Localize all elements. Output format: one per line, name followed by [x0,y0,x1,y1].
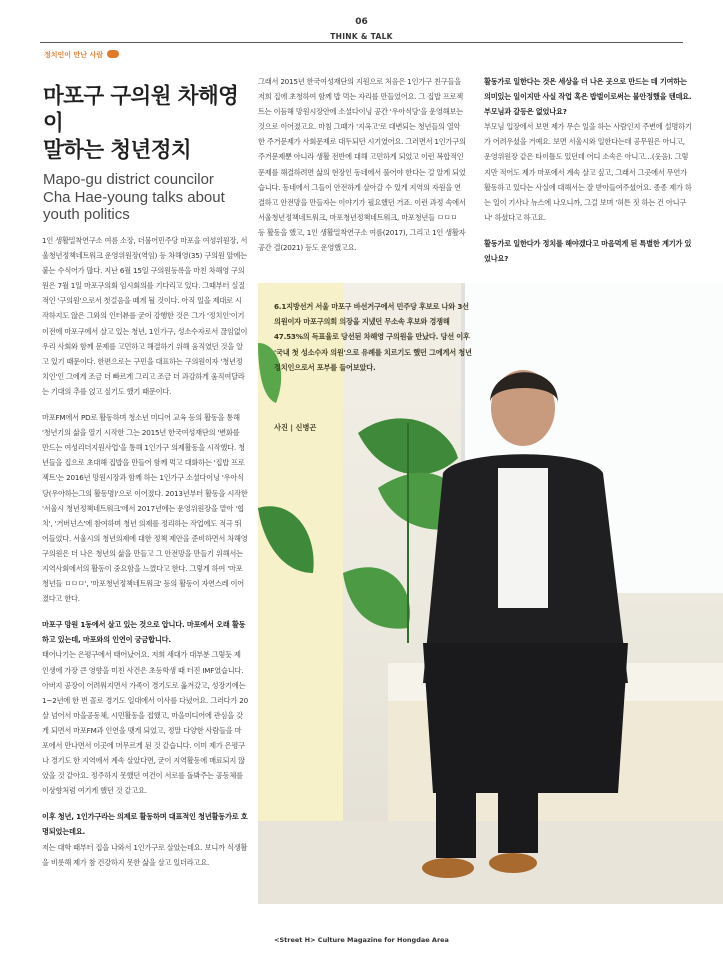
interview-question: 활동가로 일한다는 것은 세상을 더 나은 곳으로 만드는 데 기여하는 의미있는 일이지만 사실 작업 혹은 밥벌이로써는 불안정했을 텐데요. 부모님과 갈등은 없었나요? [484,77,692,117]
interview-question: 마포구 망원 1동에서 살고 있는 것으로 압니다. 마포에서 오래 활동하고 있는데, 마포와의 인연이 궁금합니다. [42,620,246,645]
article-column-3 [484,74,692,266]
series-label-text: 정치인이 만난 사람 [44,51,103,59]
photo-credit: 사진 | 신병곤 [274,423,317,432]
paragraph: 부모님 입장에서 보면 제가 무슨 일을 하는 사람인지 주변에 설명하기가 어려우셨을 거예요. 보면 서울시와 일한다는데 공무원은 아니고, 운영위원장 같은 타이틀도 있던데 어디 소속은 아니고…(웃음). 그렇지만 적어도 제가 마포에서 계속 살고 싶고, 그래서 그곳에서 무언가 활동하고 있다는 사실에 대해서는 잘 받아들여주셨어요. 종종 제가 하는 일이 기사나 뉴스에 나오니까, 그걸 보며 '허튼 짓 하는 건 아니구나' 하셨다고 하고요. [484,122,692,222]
paragraph: 그래서 2015년 한국여성재단의 지원으로 처음은 1인가구 친구들을 저희 집에 초청하여 함께 밥 먹는 자리를 만들었어요. 그 집밥 프로젝트는 이듬해 망원시장안에 소셜다이닝 공간 '우아식당'을 운영해보는 것으로 이어졌고요. 마침 그때가 '지옥고'로 대변되는 청년들의 열악한 주거문제가 사회문제로 대두되던 시기였어요. 그러면서 1인가구의 주거문제뿐 아니라 생활 전반에 대해 고민하게 되었고 이런 복합적인 문제를 해결하려면 삶의 현장인 동네에서 풀어야 한다는 걸 알게 되었습니다. 동네에서 그들이 안전하게 살아갈 수 있게 지역의 자원을 연결하고 안전망을 만들자는 이야기가 필요했던 거죠. 이런 과정 속에서 서울청년정책네트워크, 마포청년정책네트워크, 마포청년들 ㅁㅁㅁ 등 활동을 했고, 1인 생활밀착연구소 여름(2017), 그리고 1인 생활자공간 결(2021) 등도 운영했고요. [258,77,466,253]
section-label: THINK & TALK [330,32,393,41]
magazine-footer: <Street H> Culture Magazine for Hongdae Area [274,936,449,944]
photo-caption: 6.1지방선거 서울 마포구 바선거구에서 민주당 후보로 나와 3선 의원이자 마포구의회 의장을 지냈던 무소속 후보와 경쟁해 47.53%의 득표율로 당선된 차해영 구의원을 만났다. 당선 이후 '국내 첫 성소수자 의원'으로 유례를 치르기도 했던 그에게서 청년 정치인으로서 포부를 들어보았다. [274,302,472,372]
series-label [44,50,119,60]
paragraph: 저는 대학 때부터 집을 나와서 1인가구로 살았는데요. 보니까 식생활을 비롯해 제가 참 건강하지 못한 삶을 살고 있더라고요. [42,842,248,867]
article-title: 마포구 구의원 차해영이 말하는 청년정치 [43,84,239,163]
paragraph: 마포FM에서 PD로 활동하며 청소년 미디어 교육 등의 활동을 통해 '청년기의 삶을 열기 시작한 그는 2015년 한국여성재단의 '변화를 만드는 여성리더지원사업'을 통해 1인가구 의제활동을 시작했다. 청년들을 집으로 초대해 집밥을 만들어 함께 먹고 대화하는 '집밥 프로젝트'는 2016년 망원시장과 함께 하는 1인가구 소셜다이닝 '우아식당(우아하는그의 활동명)'으로 이어졌다. 2013년부터 활동을 시작한 '서울시 청년정책네트워크'에서 2017년에는 운영위원장을 맡아 '협치', '거버넌스'에 참여하며 청년 의제를 정리하는 작업에도 적극 뛰어들었다. 서울시의 청년의제에 대한 정책 제안을 준비하면서 차해영 구의원은 더 나은 청년의 삶을 만들고 그 안전망을 만들기 위해서는 지역사회에서의 활동이 중요함을 느꼈다고 한다. 그렇게 하여 '마포청년들 ㅁㅁㅁ', '마포청년정책네트워크' 등의 활동이 자연스레 이어졌다고 한다. [42,413,248,604]
article-column-1 [42,233,248,881]
paragraph: 1인 생활밀착연구소 여름 소장, 더불어민주당 마포을 여성위원장, 서울청년정책네트워크 운영위원장(역임) 등 차해영(35) 구의원 앞에는 붙는 수식어가 많다. 지난 6월 15일 구의원등록을 마친 차해영 구의원은 7월 1일 마포구의회 임시회의를 기다리고 있다. 그때부터 실질적인 '구의원'으로서 첫걸음을 떼게 될 것이다. 아직 일을 제대로 시작하지도 않은 그와의 인터뷰를 굳이 강행한 것은 그가 '정치인'이기 이전에 마포구에서 살고 있는 청년, 1인가구, 성소수자로서 끊임없이 우리 사회와 함께 문제를 고민하고 해결하기 위해 움직였던 것을 알고 있기 때문이다. 한편으로는 구민을 대표하는 구의원이자 '청년정치인'인 그에게 조금 더 빠르게 그리고 조금 더 과감하게 움직여달라는 기대의 추를 얹고 싶기도 했기 때문이다. [42,236,248,396]
series-badge [107,50,119,58]
article-column-2 [258,74,466,266]
interview-question: 활동가로 일한다가 정치를 해야겠다고 마음먹게 된 특별한 계기가 있었나요? [484,238,692,264]
interview-photo [258,283,723,904]
photo-scene [258,283,723,904]
article-subtitle: Mapo-gu district councilor Cha Hae-young talks about youth politics [43,171,225,223]
paragraph: 태어나기는 은평구에서 태어났어요. 저희 세대가 대부분 그렇듯 제 인생에 가장 큰 영향을 미친 사건은 초등학생 때 터진 IMF였습니다. 아버지 공장이 어려워지면서 가족이 경기도로 옮겨갔고, 성장기에는 1~2년에 한 번 꼴로 경기도 일대에서 이사를 다녔어요. 그러다가 20살 넘어서 마을공동체, 시민활동을 접했고, 마을미디어에 관심을 갖게 되면서 마포FM과 인연을 맺게 되었고, 정말 다양한 사람들을 마포에서 만나면서 이곳에 머무르게 된 것 같습니다. 이미 제가 은평구나 경기도 한 지역에서 계속 살았다면, 굳이 지역활동에 매료되지 않았을 것 같아요. 정주하지 못했던 여건이 서로를 돌봐주는 공동체를 이상향처럼 여기게 했던 것 같고요. [42,650,248,796]
header-divider [40,42,683,43]
article-title-block [43,83,253,224]
page-number: 06 [355,17,368,27]
interview-question: 이후 청년, 1인가구라는 의제로 활동하며 대표적인 청년활동가로 호명되었는데요. [42,812,248,837]
